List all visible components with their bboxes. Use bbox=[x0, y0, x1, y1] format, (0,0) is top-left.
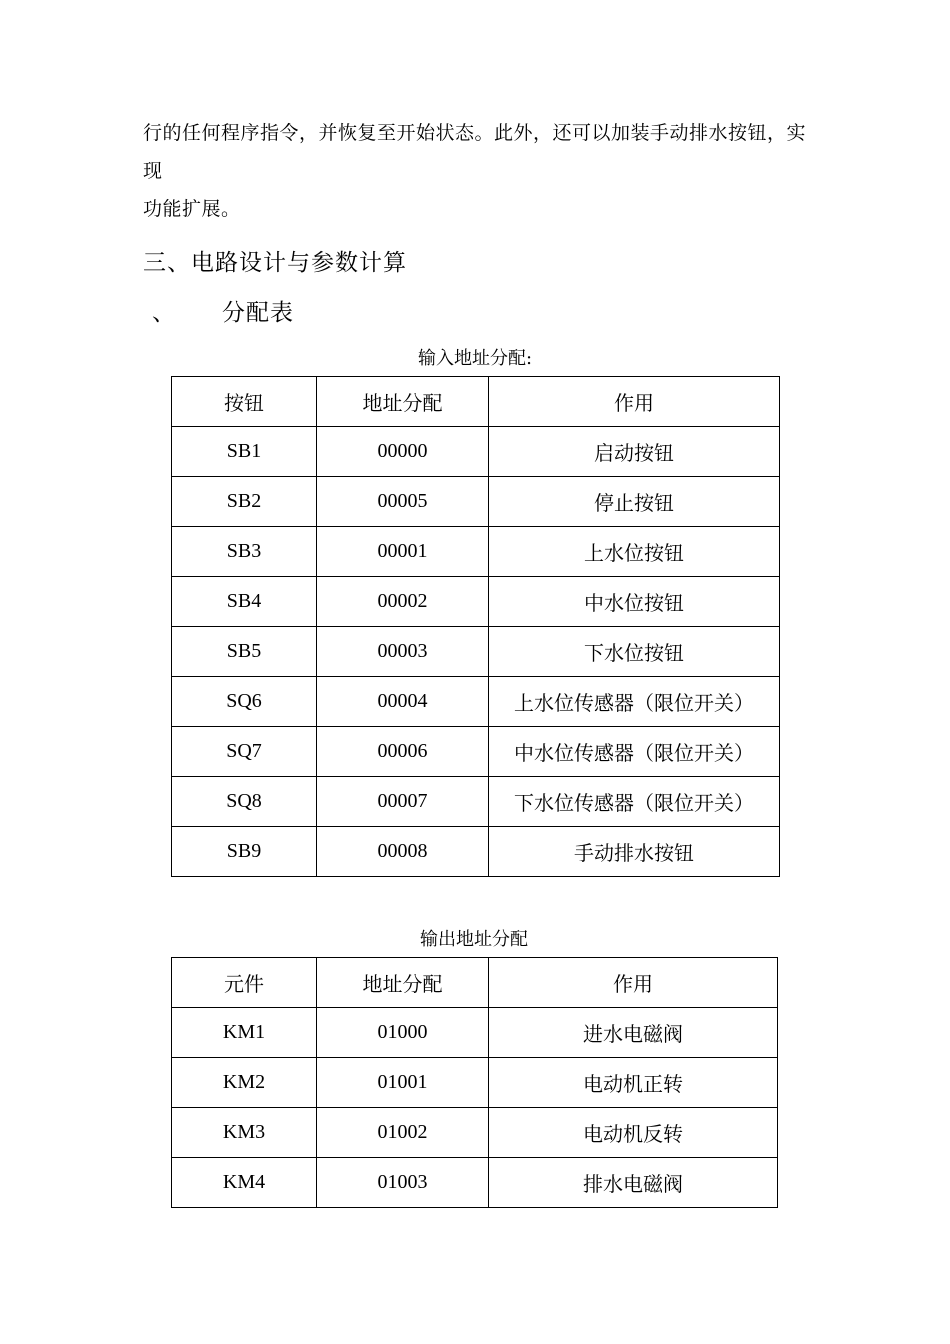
table-row bbox=[172, 777, 780, 827]
address-cell: 00001 bbox=[317, 527, 489, 577]
function-cell: 启动按钮 bbox=[489, 427, 780, 477]
function-cell: 电动机反转 bbox=[489, 1108, 778, 1158]
device-cell: KM3 bbox=[172, 1108, 317, 1158]
device-cell: SQ7 bbox=[172, 727, 317, 777]
address-cell: 01003 bbox=[317, 1158, 489, 1208]
table-row bbox=[172, 1008, 778, 1058]
intro-line-1: 行的任何程序指令，并恢复至开始状态。此外，还可以加装手动排水按钮，实现 bbox=[143, 122, 807, 182]
table-row bbox=[172, 677, 780, 727]
table-row bbox=[172, 627, 780, 677]
address-cell: 01002 bbox=[317, 1108, 489, 1158]
function-cell: 进水电磁阀 bbox=[489, 1008, 778, 1058]
address-cell: 00003 bbox=[317, 627, 489, 677]
address-cell: 00004 bbox=[317, 677, 489, 727]
intro-paragraph bbox=[143, 114, 823, 228]
device-cell: SB4 bbox=[172, 577, 317, 627]
address-cell: 00000 bbox=[317, 427, 489, 477]
input-table-caption: 输入地址分配: bbox=[417, 348, 533, 369]
device-cell: SB2 bbox=[172, 477, 317, 527]
device-cell: KM1 bbox=[172, 1008, 317, 1058]
function-cell: 停止按钮 bbox=[489, 477, 780, 527]
address-cell: 01001 bbox=[317, 1058, 489, 1108]
address-cell: 00008 bbox=[317, 827, 489, 877]
function-cell: 下水位按钮 bbox=[489, 627, 780, 677]
header-cell: 按钮 bbox=[172, 377, 317, 427]
table-row bbox=[172, 727, 780, 777]
function-cell: 上水位传感器（限位开关） bbox=[489, 677, 780, 727]
table-header-row bbox=[172, 958, 778, 1008]
subsection-title: 分配表 bbox=[222, 300, 294, 326]
table-row bbox=[172, 1108, 778, 1158]
device-cell: KM2 bbox=[172, 1058, 317, 1108]
function-cell: 排水电磁阀 bbox=[489, 1158, 778, 1208]
table-row bbox=[172, 427, 780, 477]
device-cell: KM4 bbox=[172, 1158, 317, 1208]
device-cell: SQ6 bbox=[172, 677, 317, 727]
function-cell: 手动排水按钮 bbox=[489, 827, 780, 877]
address-cell: 00006 bbox=[317, 727, 489, 777]
device-cell: SB3 bbox=[172, 527, 317, 577]
function-cell: 中水位传感器（限位开关） bbox=[489, 727, 780, 777]
device-cell: SB5 bbox=[172, 627, 317, 677]
table-row bbox=[172, 1058, 778, 1108]
table-row bbox=[172, 577, 780, 627]
address-cell: 00005 bbox=[317, 477, 489, 527]
address-cell: 00002 bbox=[317, 577, 489, 627]
table-row bbox=[172, 477, 780, 527]
device-cell: SQ8 bbox=[172, 777, 317, 827]
section-heading: 三、电路设计与参数计算 bbox=[143, 250, 407, 276]
function-cell: 电动机正转 bbox=[489, 1058, 778, 1108]
header-cell: 地址分配 bbox=[317, 377, 489, 427]
table-row bbox=[172, 527, 780, 577]
device-cell: SB9 bbox=[172, 827, 317, 877]
output-address-table bbox=[171, 957, 778, 1208]
header-cell: 元件 bbox=[172, 958, 317, 1008]
intro-line-2: 功能扩展。 bbox=[143, 198, 241, 220]
table-header-row bbox=[172, 377, 780, 427]
table-row bbox=[172, 827, 780, 877]
header-cell: 作用 bbox=[489, 958, 778, 1008]
output-table-caption: 输出地址分配 bbox=[420, 929, 528, 950]
function-cell: 中水位按钮 bbox=[489, 577, 780, 627]
input-address-table bbox=[171, 376, 780, 877]
header-cell: 地址分配 bbox=[317, 958, 489, 1008]
device-cell: SB1 bbox=[172, 427, 317, 477]
address-cell: 00007 bbox=[317, 777, 489, 827]
function-cell: 上水位按钮 bbox=[489, 527, 780, 577]
function-cell: 下水位传感器（限位开关） bbox=[489, 777, 780, 827]
subsection-mark: 、 bbox=[152, 300, 175, 326]
table-row bbox=[172, 1158, 778, 1208]
header-cell: 作用 bbox=[489, 377, 780, 427]
address-cell: 01000 bbox=[317, 1008, 489, 1058]
